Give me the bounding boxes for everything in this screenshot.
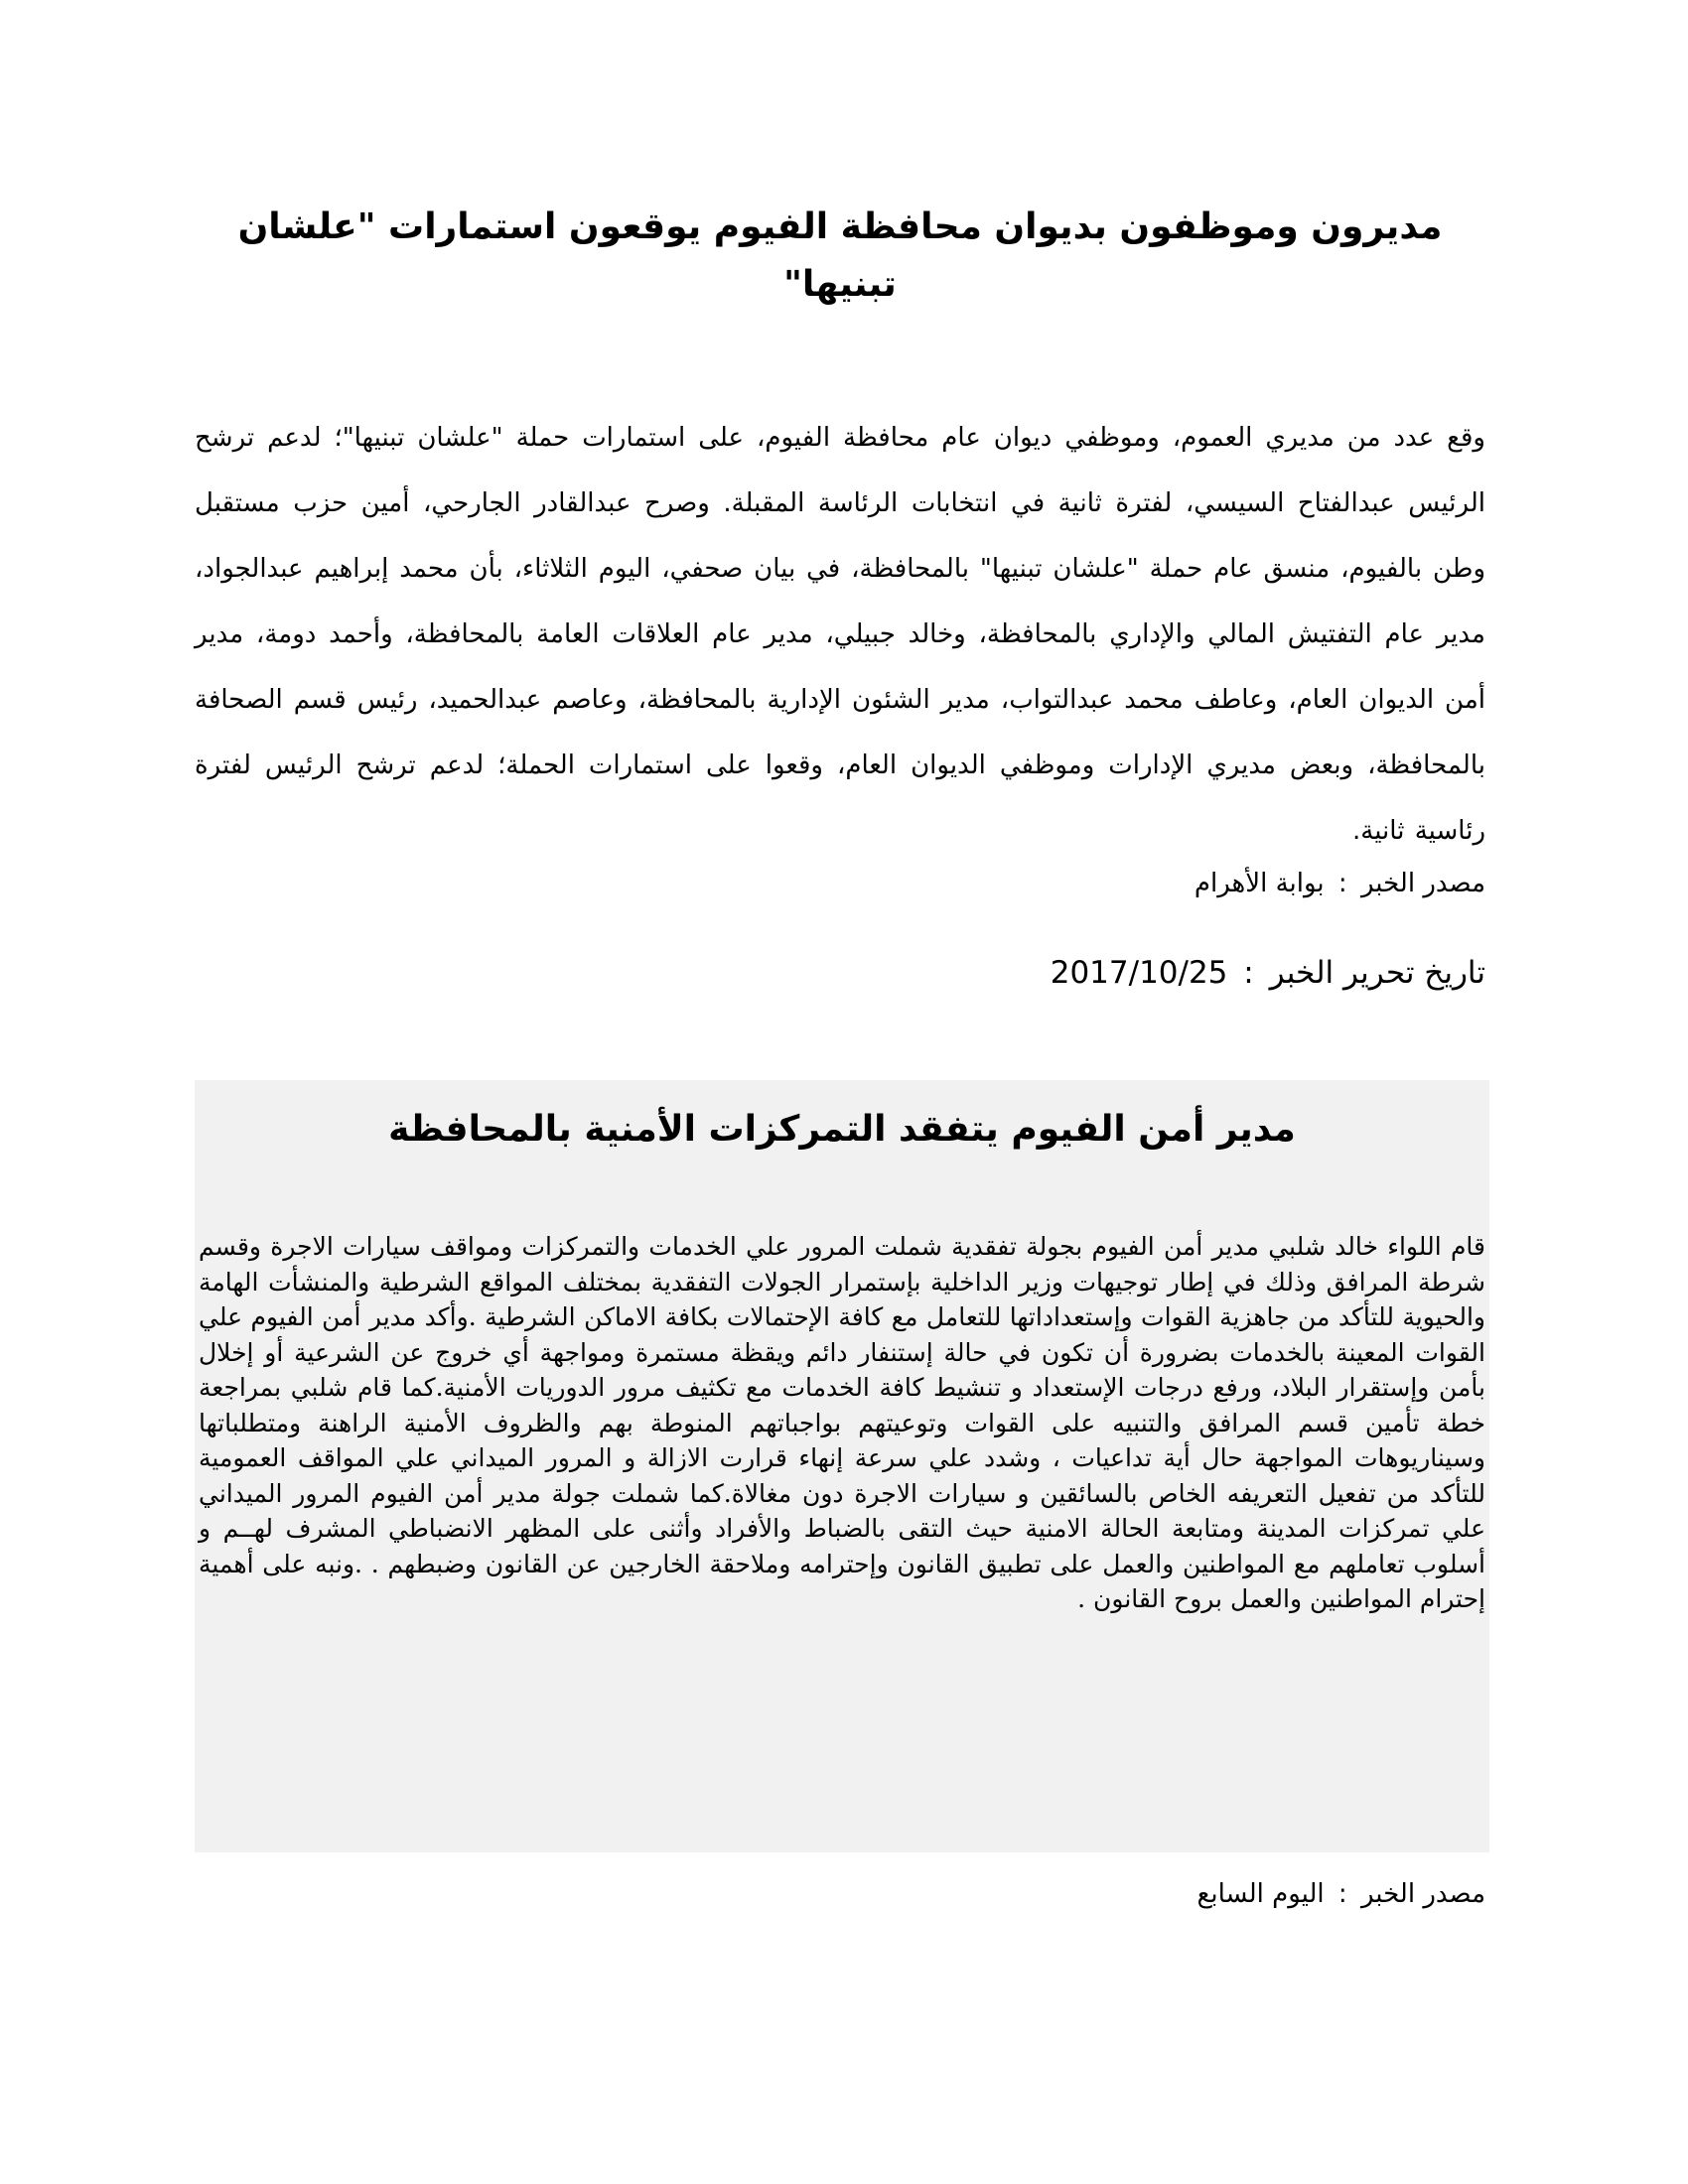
article-2-source-label: مصدر الخبر: [1360, 1879, 1485, 1909]
article-1-date-value: 2017/10/25: [1050, 955, 1228, 991]
article-1: [195, 199, 1485, 889]
article-1-source: [1195, 864, 1485, 903]
article-2-source-separator: :: [1337, 1879, 1347, 1909]
article-1-date: [1051, 953, 1485, 993]
article-2-body: قام اللواء خالد شلبي مدير أمن الفيوم بجولة تفقدية شملت المرور علي الخدمات والتمركزات ومواقف سيارات الاجرة وقسم شرطة المرافق وذلك في إطار توجيهات وزير الداخلية بإستمرار الجولات التفقدية بمختلف المواقع الشرطية والمنشأت الهامة والحيوية للتأكد من جاهزية القوات وإستعداداتها للتعامل مع كافة الإحتمالات بكافة الاماكن الشرطية .وأكد مدير أمن الفيوم علي القوات المعينة بالخدمات بضرورة أن تكون في حالة إستنفار دائم ويقظة مستمرة ومواجهة أي خروج عن الشرعية أو إخلال بأمن وإستقرار البلاد، ورفع درجات الإستعداد و تنشيط كافة الخدمات مع تكثيف مرور الدوريات الأمنية.كما قام شلبي بمراجعة خطة تأمين قسم المرافق والتنبيه على القوات وتوعيتهم بواجباتهم المنوطة بهم والظروف الأمنية الراهنة ومتطلباتها وسيناريوهات المواجهة حال أية تداعيات ، وشدد علي سرعة إنهاء قرارت الازالة و المرور الميداني علي المواقف العمومية للتأكد من تفعيل التعريفه الخاص بالسائقين و سيارات الاجرة دون مغالاة.كما شملت جولة مدير أمن الفيوم المرور الميداني علي تمركزات المدينة ومتابعة الحالة الامنية حيث التقى بالضباط والأفراد وأثنى على المظهر الانضباطي المشرف لهــم و أسلوب تعاملهم مع المواطنين والعمل على تطبيق القانون وإحترامه وملاحقة الخارجين عن القانون وضبطهم . .ونبه على أهمية إحترام المواطنين والعمل بروح القانون .: [199, 1232, 1485, 1613]
article-2-title: مدير أمن الفيوم يتفقد التمركزات الأمنية بالمحافظة: [388, 1109, 1296, 1150]
article-1-title: مديرون وموظفون بديوان محافظة الفيوم يوقعون استمارات "علشان تبنيها": [237, 206, 1443, 305]
article-2-box: [195, 1080, 1489, 1852]
article-1-source-separator: :: [1337, 869, 1347, 898]
article-2-source: [1197, 1874, 1485, 1914]
article-1-body: وقع عدد من مديري العموم، وموظفي ديوان عام محافظة الفيوم، على استمارات حملة "علشان تبنيها"؛ لدعم ترشح الرئيس عبدالفتاح السيسي، لفترة ثانية في انتخابات الرئاسة المقبلة. وصرح عبدالقادر الجارحي، أمين حزب مستقبل وطن بالفيوم، منسق عام حملة "علشان تبنيها" بالمحافظة، في بيان صحفي، اليوم الثلاثاء، بأن محمد إبراهيم عبدالجواد، مدير عام التفتيش المالي والإداري بالمحافظة، وخالد جبيلي، مدير عام العلاقات العامة بالمحافظة، وأحمد دومة، مدير أمن الديوان العام، وعاطف محمد عبدالتواب، مدير الشئون الإدارية بالمحافظة، وعاصم عبدالحميد، رئيس قسم الصحافة بالمحافظة، وبعض مديري الإدارات وموظفي الديوان العام، وقعوا على استمارات الحملة؛ لدعم ترشح الرئيس لفترة رئاسية ثانية.: [195, 423, 1485, 846]
article-1-date-separator: :: [1243, 955, 1254, 991]
article-2-source-value: اليوم السابع: [1196, 1879, 1325, 1909]
article-1-source-value: بوابة الأهرام: [1194, 869, 1325, 898]
article-1-source-label: مصدر الخبر: [1360, 869, 1485, 898]
article-1-date-label: تاريخ تحرير الخبر: [1269, 955, 1485, 991]
